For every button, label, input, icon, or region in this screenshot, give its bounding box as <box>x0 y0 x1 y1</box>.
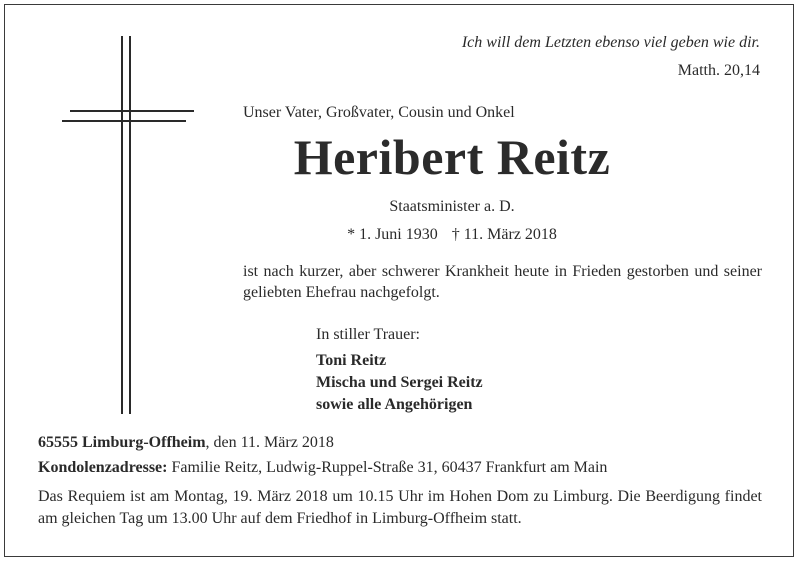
mourner-name: sowie alle Angehörigen <box>316 396 473 413</box>
intro-line: Unser Vater, Großvater, Cousin und Onkel <box>243 104 515 121</box>
mourner-name: Toni Reitz <box>316 352 387 369</box>
place-location: 65555 Limburg-Offheim <box>38 434 206 451</box>
deceased-title: Staatsminister a. D. <box>389 198 515 215</box>
condolence-address: Familie Reitz, Ludwig-Ruppel-Straße 31, 60437 Frankfurt am Main <box>167 459 608 476</box>
place-date: , den 11. März 2018 <box>205 434 334 451</box>
birth-date: * 1. Juni 1930 <box>347 226 438 243</box>
place-date-line <box>38 434 334 452</box>
deceased-name: Heribert Reitz <box>293 129 611 185</box>
life-dates <box>0 226 800 244</box>
bible-quote: Ich will dem Letzten ebenso viel geben wie dir. <box>461 34 760 51</box>
mourner-name: Mischa und Sergei Reitz <box>316 374 483 391</box>
cross-icon <box>62 36 194 414</box>
service-info: Das Requiem ist am Montag, 19. März 2018 um 10.15 Uhr im Hohen Dom zu Limburg. Die Beerdigung findet am gleichen Tag um 13.00 Uhr auf dem Friedhof in Limburg-Offheim statt. <box>38 488 762 527</box>
condolence-line <box>38 459 607 477</box>
announcement-text: ist nach kurzer, aber schwerer Krankheit heute in Frieden gestorben und seiner geliebten Ehefrau nachgefolgt. <box>243 263 762 301</box>
mourners-heading: In stiller Trauer: <box>316 326 420 343</box>
death-date: † 11. März 2018 <box>451 226 557 243</box>
bible-reference: Matth. 20,14 <box>677 62 760 79</box>
condolence-label: Kondolenzadresse: <box>38 459 168 476</box>
